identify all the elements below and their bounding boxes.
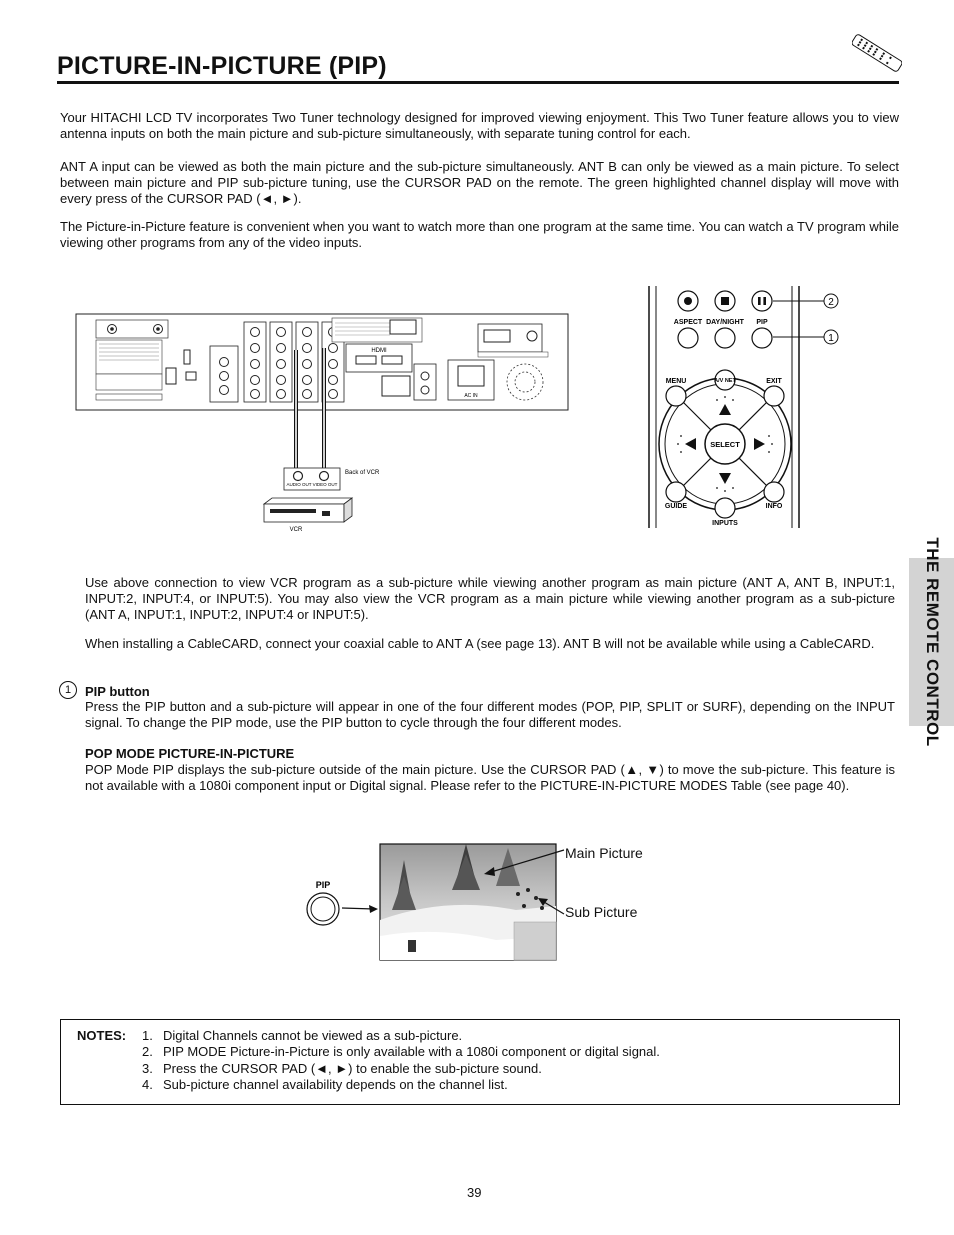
- hdmi-label: HDMI: [371, 348, 387, 354]
- exit-button[interactable]: [764, 386, 784, 406]
- note-item: 1. Digital Channels cannot be viewed as a sub-picture.: [142, 1028, 463, 1043]
- pip-label: PIP: [756, 319, 768, 326]
- vcr-label: VCR: [289, 527, 303, 533]
- menu-button[interactable]: [666, 386, 686, 406]
- ac-in-label: AC IN: [464, 393, 478, 399]
- vcr-usage-paragraph: Use above connection to view VCR program as a sub-picture while viewing another program as main picture (ANT A, ANT B, INPUT:1, INPUT:2, INPUT:4, or INPUT:5). You may also view the VCR program as a main picture while viewing another program as a sub-picture (ANT A, INPUT:1, INPUT:2, INPUT:4 or INPUT:5).: [85, 575, 895, 622]
- day-night-label: DAY/NIGHT: [706, 319, 744, 326]
- intro-paragraph-1: Your HITACHI LCD TV incorporates Two Tuner technology designed for improved viewing enjoyment. This Two Tuner feature allows you to view antenna inputs on both the main picture and sub-picture simultaneously, with separate tuning control for each.: [60, 110, 899, 141]
- sub-picture-label: Sub Picture: [565, 904, 638, 920]
- cablecard-paragraph: When installing a CableCARD, connect your coaxial cable to ANT A (see page 13). ANT B will not be available while using a CableCARD.: [85, 636, 875, 651]
- select-label: SELECT: [710, 440, 740, 449]
- remote-icon: [852, 28, 902, 78]
- day-night-button[interactable]: [715, 328, 735, 348]
- inputs-label: INPUTS: [712, 520, 738, 527]
- note-item: 2. PIP MODE Picture-in-Picture is only available with a 1080i component or digital signal.: [142, 1044, 660, 1059]
- inputs-button[interactable]: [715, 498, 735, 518]
- page-title: PICTURE-IN-PICTURE (PIP): [57, 52, 387, 80]
- side-tab-label: THE REMOTE CONTROL: [922, 537, 942, 747]
- remote-diagram: [642, 284, 872, 530]
- audio-out-label: AUDIO OUT: [286, 482, 312, 487]
- pip-heading: PIP button: [85, 684, 150, 699]
- pip-figure-button-label: PIP: [315, 880, 331, 890]
- pop-heading: POP MODE PICTURE-IN-PICTURE: [85, 746, 295, 761]
- callout-2: 2: [828, 297, 834, 308]
- guide-button[interactable]: [666, 482, 686, 502]
- video-out-label: VIDEO OUT: [312, 482, 338, 487]
- info-button[interactable]: [764, 482, 784, 502]
- av-net-label: A/V NET: [714, 378, 736, 384]
- info-label: INFO: [765, 503, 783, 510]
- notes-label: NOTES:: [77, 1028, 127, 1043]
- notes-box: [60, 1019, 900, 1105]
- aspect-label: ASPECT: [673, 319, 703, 326]
- pip-section-marker: 1: [59, 681, 77, 699]
- intro-paragraph-2: ANT A input can be viewed as both the main picture and the sub-picture simultaneously. ANT B can only be viewed as a main picture. To select between main picture and PIP sub-picture tuning, use the CURSOR PAD on the remote. The green highlighted channel display will move with every press of the CURSOR PAD (◄, ►).: [60, 159, 899, 206]
- title-rule: [57, 81, 899, 84]
- side-tab: [909, 537, 954, 747]
- guide-label: GUIDE: [664, 503, 688, 510]
- back-of-vcr-label: Back of VCR: [345, 470, 380, 476]
- page-number: 39: [467, 1185, 482, 1200]
- menu-label: MENU: [665, 378, 687, 385]
- aspect-button[interactable]: [678, 328, 698, 348]
- connection-diagram: [70, 308, 580, 538]
- pip-button[interactable]: [752, 328, 772, 348]
- main-picture-label: Main Picture: [565, 845, 643, 861]
- callout-1: 1: [828, 333, 834, 344]
- exit-label: EXIT: [766, 378, 782, 385]
- note-item: 3. Press the CURSOR PAD (◄, ►) to enable the sub-picture sound.: [142, 1061, 542, 1076]
- note-item: 4. Sub-picture channel availability depends on the channel list.: [142, 1077, 508, 1092]
- pop-paragraph: POP Mode PIP displays the sub-picture outside of the main picture. Use the CURSOR PAD (▲, ▼) to move the sub-picture. This feature is not available with a 1080i component input or Digital signal. Please refer to the PICTURE-IN-PICTURE MODES Table (see page 40).: [85, 762, 895, 793]
- pip-paragraph: Press the PIP button and a sub-picture will appear in one of the four different modes (POP, PIP, SPLIT or SURF), depending on the INPUT signal. To change the PIP mode, use the PIP button to cycle through the four different modes.: [85, 699, 895, 730]
- pip-figure: [296, 840, 566, 964]
- intro-paragraph-3: The Picture-in-Picture feature is convenient when you want to watch more than one program at the same time. You can watch a TV program while viewing other programs from any of the video inputs.: [60, 219, 899, 250]
